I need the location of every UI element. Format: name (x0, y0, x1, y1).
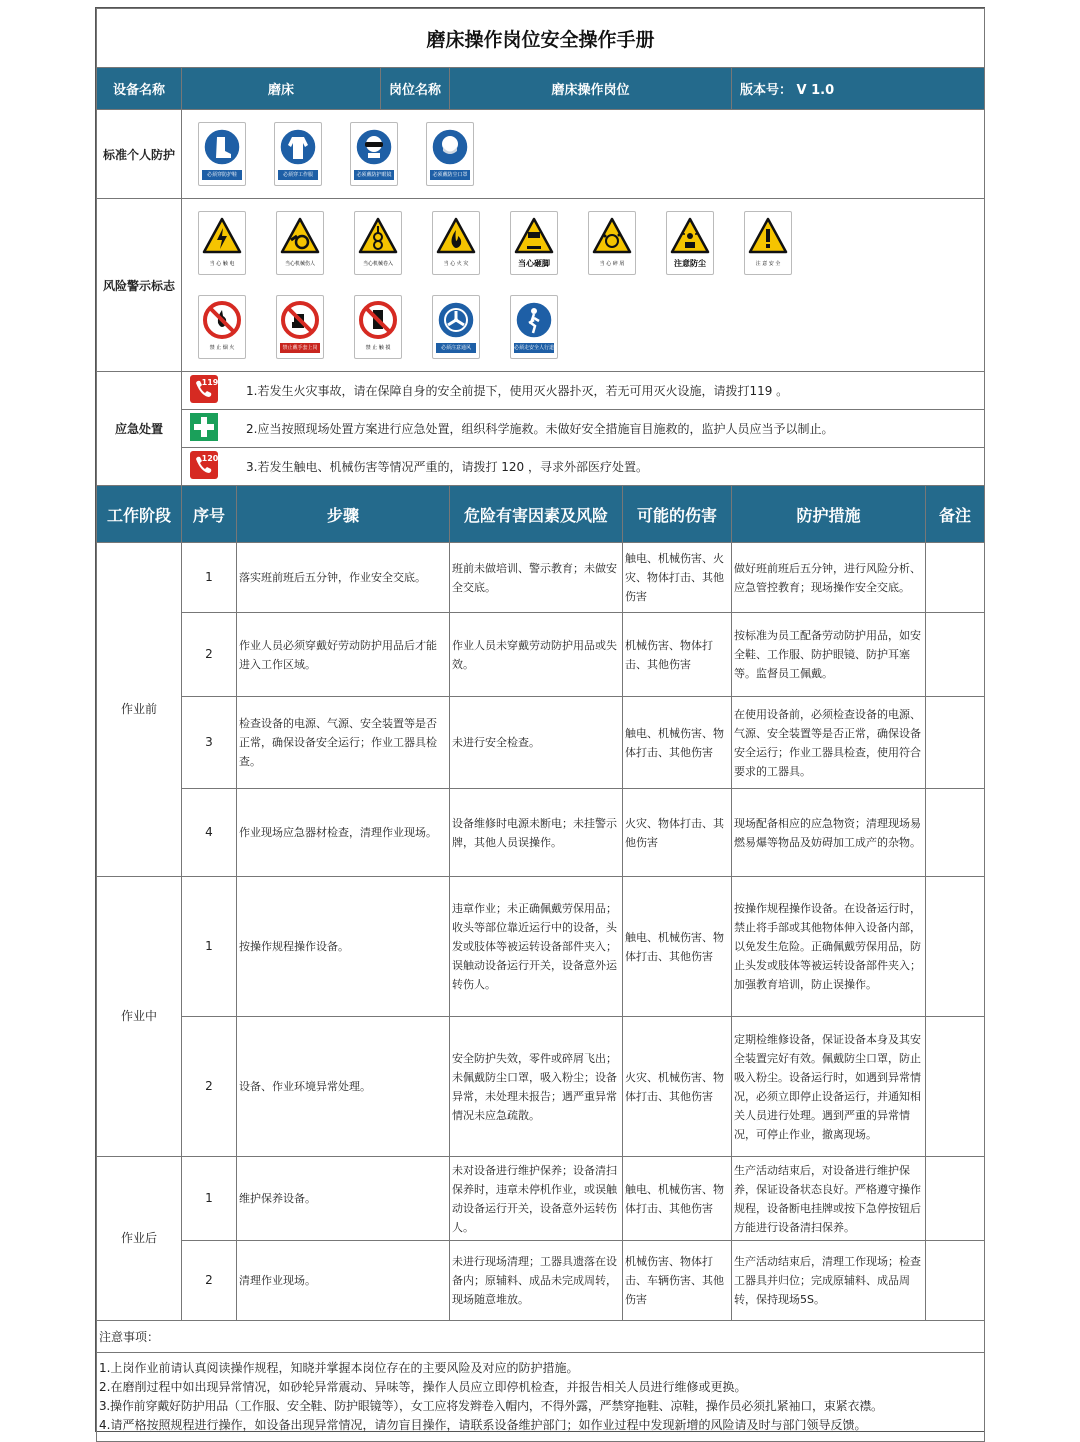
header-stage: 工作阶段 (97, 486, 182, 543)
debris-warning-icon (588, 211, 636, 275)
injury-text: 触电、机械伤害、火灾、物体打击、其他伤害 (623, 543, 732, 613)
step-text: 清理作业现场。 (237, 1241, 450, 1321)
safety-goggles-icon (350, 122, 398, 186)
post-label: 岗位名称 (388, 83, 441, 98)
equipment-value (182, 68, 450, 110)
header-measure: 防护措施 (732, 486, 926, 543)
notes-header-row (97, 1321, 985, 1353)
sign-caption: 必须戴防护眼镜 (354, 170, 394, 180)
notes-title: 注意事项： (97, 1321, 985, 1353)
work-clothes-icon (274, 122, 322, 186)
table-row (97, 1017, 985, 1157)
step-number: 2 (182, 1241, 237, 1321)
dust-mask-icon (426, 122, 474, 186)
header-no: 序号 (182, 486, 237, 543)
step-text: 作业人员必须穿戴好劳动防护用品后才能进入工作区域。 (237, 613, 450, 697)
no-touch-icon (354, 295, 402, 359)
injury-text: 机械伤害、物体打击、其他伤害 (623, 613, 732, 697)
ppe-row (97, 110, 985, 199)
dust-warning-icon (666, 211, 714, 275)
measure-text: 定期检维修设备，保证设备本身及其安全装置完好有效。佩戴防尘口罩，防止吸入粉尘。设备运行时，如遇到异常情况，必须立即停止设备运行，并通知相关人员进行处理。遇到严重的异常情况，可停止作业，撤离现场。 (732, 1017, 926, 1157)
emergency-label: 应急处置 (97, 372, 182, 486)
sign-caption: 当心机械伤人 (284, 261, 315, 267)
step-number: 4 (182, 789, 237, 877)
emergency-row-1 (97, 372, 985, 410)
first-aid-icon (184, 412, 224, 445)
measure-text: 按标准为员工配备劳动防护用品，如安全鞋、工作服、防护眼镜、防护耳塞等。监督员工佩戴。 (732, 613, 926, 697)
fire-warning-icon (432, 211, 480, 275)
warning-signs (182, 199, 985, 372)
equipment-label: 设备名称 (97, 68, 182, 110)
sign-caption: 必须穿工作服 (278, 170, 318, 180)
fire-call-119-icon (184, 374, 224, 407)
sign-caption: 当心砸脚 (518, 259, 550, 268)
hazard-text: 未对设备进行维护保养；设备清扫保养时，违章未停机作业，或误触动设备运行开关，设备意外运转伤人。 (450, 1157, 623, 1241)
ventilation-icon (432, 295, 480, 359)
sign-caption: 当心机械卷入 (362, 261, 393, 267)
hazard-text: 违章作业；未正确佩戴劳保用品；收头等部位靠近运行中的设备，头发或肢体等被运转设备部件夹入；误触动设备运行开关，设备意外运转伤人。 (450, 877, 623, 1017)
step-text: 检查设备的电源、气源、安全装置等是否正常，确保设备安全运行；作业工器具检查。 (237, 697, 450, 789)
page-title: 磨床操作岗位安全操作手册 (97, 9, 985, 68)
table-row (97, 697, 985, 789)
sign-caption: 禁 止 触 摸 (365, 345, 391, 351)
measure-text: 现场配备相应的应急物资；清理现场易燃易爆等物品及妨碍加工成产的杂物。 (732, 789, 926, 877)
manual-sheet (95, 7, 985, 1432)
sign-caption: 注 意 安 全 (755, 261, 781, 267)
info-row (97, 68, 985, 110)
foot-crush-warning-icon (510, 211, 558, 275)
injury-text: 触电、机械伤害、物体打击、其他伤害 (623, 1157, 732, 1241)
step-text: 作业现场应急器材检查，清理作业现场。 (237, 789, 450, 877)
no-gloves-icon (276, 295, 324, 359)
emergency-text: 2.应当按照现场处置方案进行应急处置，组织科学施救。未做好安全措施盲目施救的，监护人员应当予以制止。 (246, 422, 834, 436)
table-row (97, 877, 985, 1017)
step-number: 1 (182, 877, 237, 1017)
entanglement-warning-icon (354, 211, 402, 275)
emergency-row-3 (97, 448, 985, 486)
table-row (97, 789, 985, 877)
step-number: 3 (182, 697, 237, 789)
version-number: 版本号： V 1.0 (732, 68, 985, 110)
header-step: 步骤 (237, 486, 450, 543)
remark-text (926, 789, 985, 877)
call-number: 119 (201, 378, 219, 387)
table-row (97, 1157, 985, 1241)
injury-text: 触电、机械伤害、物体打击、其他伤害 (623, 877, 732, 1017)
remark-text (926, 697, 985, 789)
remark-text (926, 543, 985, 613)
hazard-text: 安全防护失效，零件或碎屑飞出；未佩戴防尘口罩，吸入粉尘；设备异常，未处理未报告；遇严重异常情况未应急疏散。 (450, 1017, 623, 1157)
table-row (97, 613, 985, 697)
equipment-name: 磨床 (182, 68, 381, 109)
sign-caption: 禁止戴手套上岗 (280, 343, 320, 353)
step-text: 设备、作业环境异常处理。 (237, 1017, 450, 1157)
remark-text (926, 877, 985, 1017)
injury-text: 触电、机械伤害、物体打击、其他伤害 (623, 697, 732, 789)
remark-text (926, 1241, 985, 1321)
safe-passage-icon (510, 295, 558, 359)
emergency-item (182, 372, 985, 410)
header-injury: 可能的伤害 (623, 486, 732, 543)
sign-caption: 当 心 碎 屑 (599, 261, 625, 267)
remark-text (926, 1017, 985, 1157)
sign-caption: 必须穿防护鞋 (202, 170, 242, 180)
ppe-signs (182, 110, 985, 199)
manual-table (96, 8, 985, 1442)
emergency-row-2 (97, 410, 985, 448)
stage-name: 作业中 (97, 877, 182, 1157)
electric-shock-warning-icon (198, 211, 246, 275)
hazard-text: 未进行现场清理；工器具遗落在设备内；原辅料、成品未完成周转，现场随意堆放。 (450, 1241, 623, 1321)
safety-boots-icon (198, 122, 246, 186)
measure-text: 在使用设备前，必须检查设备的电源、气源、安全装置等是否正常，确保设备安全运行；作业工器具检查，使用符合要求的工器具。 (732, 697, 926, 789)
remark-text (926, 1157, 985, 1241)
remark-text (926, 613, 985, 697)
sign-caption: 必须注意通风 (436, 343, 476, 353)
table-row (97, 543, 985, 613)
hazard-text: 未进行安全检查。 (450, 697, 623, 789)
measure-text: 做好班前班后五分钟，进行风险分析、应急管控教育；现场操作安全交底。 (732, 543, 926, 613)
warning-label: 风险警示标志 (97, 199, 182, 372)
emergency-text: 3.若发生触电、机械伤害等情况严重的，请拨打 120 ，寻求外部医疗处置。 (246, 460, 648, 474)
step-number: 1 (182, 543, 237, 613)
post-value: 磨床操作岗位 (450, 68, 732, 110)
step-text: 维护保养设备。 (237, 1157, 450, 1241)
ppe-label: 标准个人防护 (97, 110, 182, 199)
call-number: 120 (201, 454, 219, 463)
note-item: 2.在磨削过程中如出现异常情况，如砂轮异常震动、异味等，操作人员应立即停机检查，并报告相关人员进行维修或更换。 (99, 1380, 747, 1394)
sign-caption: 注意防尘 (674, 259, 706, 268)
note-item: 3.操作前穿戴好防护用品（工作服、安全鞋、防护眼镜等），女工应将发辫卷入帽内，不得外露，严禁穿拖鞋、凉鞋，操作员必须扎紧袖口，束紧衣襟。 (99, 1399, 883, 1413)
hazard-text: 班前未做培训、警示教育；未做安全交底。 (450, 543, 623, 613)
step-number: 2 (182, 1017, 237, 1157)
hazard-text: 作业人员未穿戴劳动防护用品或失效。 (450, 613, 623, 697)
measure-text: 按操作规程操作设备。在设备运行时，禁止将手部或其他物体伸入设备内部，以免发生危险。正确佩戴劳保用品，防止头发或肢体等被运转设备部件夹入；加强教育培训，防止误操作。 (732, 877, 926, 1017)
table-header-row (97, 486, 985, 543)
step-text: 落实班前班后五分钟，作业安全交底。 (237, 543, 450, 613)
notes-row (97, 1353, 985, 1442)
mechanical-injury-warning-icon (276, 211, 324, 275)
ambulance-call-120-icon (184, 450, 224, 483)
emergency-item (182, 448, 985, 486)
no-fire-icon (198, 295, 246, 359)
measure-text: 生产活动结束后，对设备进行维护保养，保证设备状态良好。严格遵守操作规程，设备断电挂牌或按下急停按钮后方能进行设备清扫保养。 (732, 1157, 926, 1241)
hazard-text: 设备维修时电源未断电；未挂警示牌，其他人员误操作。 (450, 789, 623, 877)
emergency-item (182, 410, 985, 448)
emergency-text: 1.若发生火灾事故，请在保障自身的安全前提下，使用灭火器扑灭，若无可用灭火设施，请拨打119 。 (246, 384, 789, 398)
injury-text: 火灾、物体打击、其他伤害 (623, 789, 732, 877)
sign-caption: 当 心 触 电 (209, 261, 235, 267)
sign-caption: 禁 止 烟 火 (209, 345, 235, 351)
warning-row (97, 199, 985, 372)
table-row (97, 1241, 985, 1321)
general-warning-icon (744, 211, 792, 275)
sign-caption: 必须走安全人行道 (514, 345, 554, 351)
header-hazard: 危险有害因素及风险 (450, 486, 623, 543)
notes-list (97, 1353, 985, 1442)
measure-text: 生产活动结束后，清理工作现场；检查工器具并归位；完成原辅料、成品周转，保持现场5S。 (732, 1241, 926, 1321)
sign-caption: 必须戴防尘口罩 (430, 170, 470, 180)
note-item: 4.请严格按照规程进行操作，如设备出现异常情况，请勿盲目操作，请联系设备维护部门；如作业过程中发现新增的风险请及时与部门领导反馈。 (99, 1418, 867, 1432)
note-item: 1.上岗作业前请认真阅读操作规程，知晓并掌握本岗位存在的主要风险及对应的防护措施。 (99, 1361, 579, 1375)
injury-text: 机械伤害、物体打击、车辆伤害、其他伤害 (623, 1241, 732, 1321)
step-number: 2 (182, 613, 237, 697)
step-number: 1 (182, 1157, 237, 1241)
stage-name: 作业前 (97, 543, 182, 877)
step-text: 按操作规程操作设备。 (237, 877, 450, 1017)
stage-name: 作业后 (97, 1157, 182, 1321)
sign-caption: 当 心 火 灾 (443, 261, 469, 267)
header-remark: 备注 (926, 486, 985, 543)
steps-body (97, 543, 985, 1321)
injury-text: 火灾、机械伤害、物体打击、其他伤害 (623, 1017, 732, 1157)
